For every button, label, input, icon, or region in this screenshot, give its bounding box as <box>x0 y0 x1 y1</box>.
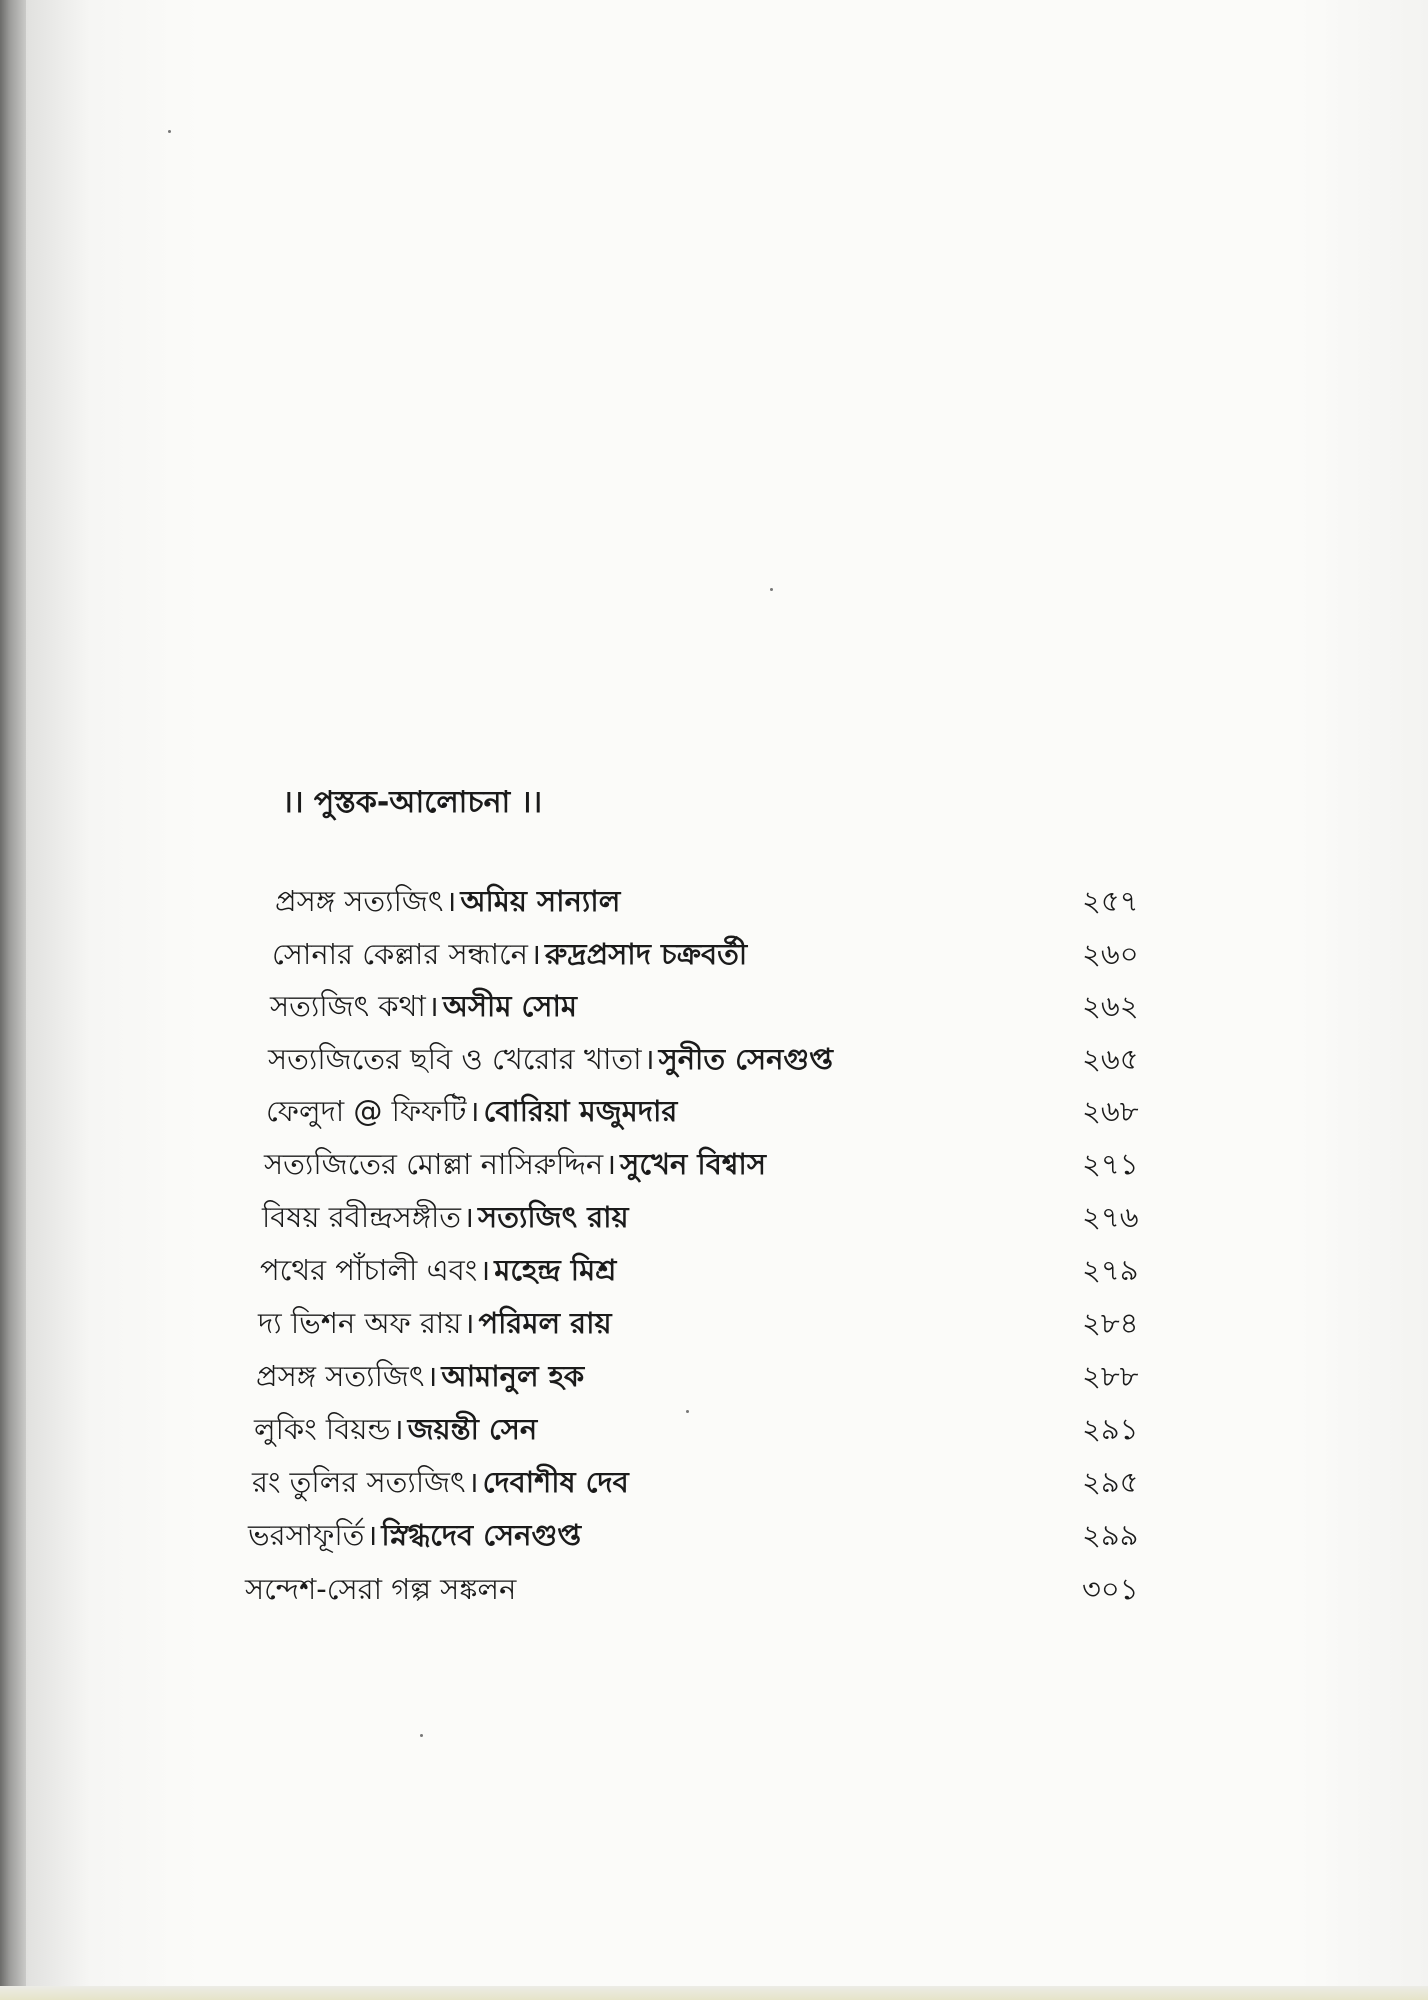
toc-entry <box>0 931 1428 977</box>
entry-page-number: ২৭৬ <box>1082 1200 1139 1234</box>
entry-page-number: ২৯১ <box>1082 1412 1139 1446</box>
entry-title: ফেলুদা @ ফিফটি <box>266 1094 467 1128</box>
entry-title: সত্যজিৎ কথা <box>270 989 426 1023</box>
toc-entry <box>0 1566 1428 1612</box>
entry-title: সোনার কেল্লার সন্ধানে <box>272 937 528 971</box>
separator: । <box>479 1253 491 1287</box>
entry-author: বোরিয়া মজুমদার <box>483 1094 678 1128</box>
entry-page-number: ২৯৯ <box>1082 1518 1139 1552</box>
entry-author: জয়ন্তী সেন <box>407 1412 538 1446</box>
toc-entry-text <box>264 1141 766 1187</box>
separator: । <box>445 884 457 918</box>
toc-entry-text <box>266 1088 677 1134</box>
entry-page-number: ২৮৮ <box>1082 1359 1139 1393</box>
toc-entry-text <box>252 1459 629 1505</box>
entry-page-number: ২৬২ <box>1082 989 1139 1023</box>
entry-title: সত্যজিতের ছবি ও খেরোর খাতা <box>268 1042 642 1076</box>
toc-entry-text <box>260 1247 616 1293</box>
separator: । <box>467 1465 479 1499</box>
entry-title: রং তুলির সত্যজিৎ <box>252 1465 466 1499</box>
toc-entry-text <box>272 931 747 977</box>
separator: । <box>426 1359 438 1393</box>
entry-page-number: ২৬৮ <box>1082 1094 1139 1128</box>
separator: । <box>392 1412 404 1446</box>
toc-entry-text <box>270 983 577 1029</box>
separator: । <box>529 937 541 971</box>
entry-page-number: ৩০১ <box>1082 1572 1139 1606</box>
entry-author: স্নিগ্ধদেব সেনগুপ্ত <box>381 1518 582 1552</box>
toc-entry <box>0 1036 1428 1082</box>
page-bottom-edge <box>0 1986 1428 2000</box>
toc-entry <box>0 1194 1428 1240</box>
toc-entry <box>0 1353 1428 1399</box>
separator: । <box>427 989 439 1023</box>
entry-page-number: ২৫৭ <box>1082 884 1139 918</box>
toc-entry <box>0 1088 1428 1134</box>
entry-page-number: ২৭১ <box>1082 1147 1139 1181</box>
toc-entry <box>0 1459 1428 1505</box>
separator: । <box>463 1306 475 1340</box>
separator: । <box>366 1518 378 1552</box>
entry-author: অমিয় সান্যাল <box>460 884 621 918</box>
entry-title: সত্যজিতের মোল্লা নাসিরুদ্দিন <box>264 1147 604 1181</box>
entry-author: পরিমল রায় <box>478 1306 612 1340</box>
toc-entry-text <box>258 1300 612 1346</box>
entry-author: অসীম সোম <box>442 989 577 1023</box>
entry-author: সুনীত সেনগুপ্ত <box>658 1042 833 1076</box>
toc-entry <box>0 1300 1428 1346</box>
entry-page-number: ২৯৫ <box>1082 1465 1139 1499</box>
toc-entry <box>0 1141 1428 1187</box>
entry-title: দ্য ভিশন অফ রায় <box>258 1306 462 1340</box>
entry-page-number: ২৭৯ <box>1082 1253 1139 1287</box>
entry-title: প্রসঙ্গ সত্যজিৎ <box>256 1359 425 1393</box>
entry-author: দেবাশীষ দেব <box>482 1465 629 1499</box>
entry-author: সুখেন বিশ্বাস <box>620 1147 766 1181</box>
toc-entry <box>0 1512 1428 1558</box>
entry-author: মহেন্দ্র মিশ্র <box>494 1253 617 1287</box>
toc-entry-text <box>254 1406 537 1452</box>
toc-entry <box>0 983 1428 1029</box>
toc-entry-text <box>262 1194 629 1240</box>
entry-title: বিষয় রবীন্দ্রসঙ্গীত <box>262 1200 462 1234</box>
separator: । <box>643 1042 655 1076</box>
toc-entry <box>0 1247 1428 1293</box>
section-heading: ।। পুস্তক-আলোচনা ।। <box>282 785 543 820</box>
entry-author: আমানুল হক <box>441 1359 585 1393</box>
entry-title: পথের পাঁচালী এবং <box>260 1253 478 1287</box>
separator: । <box>468 1094 480 1128</box>
toc-entry <box>0 878 1428 924</box>
entry-page-number: ২৮৪ <box>1082 1306 1139 1340</box>
entry-title: সন্দেশ-সেরা গল্প সঙ্কলন <box>245 1572 517 1606</box>
separator: । <box>605 1147 617 1181</box>
toc-entry-text <box>248 1512 581 1558</box>
entry-page-number: ২৬০ <box>1082 937 1139 971</box>
entry-title: লুকিং বিয়ন্ড <box>254 1412 391 1446</box>
entry-page-number: ২৬৫ <box>1082 1042 1139 1076</box>
entry-author: সত্যজিৎ রায় <box>478 1200 629 1234</box>
entry-author: রুদ্রপ্রসাদ চক্রবর্তী <box>544 937 748 971</box>
toc-entry-text <box>275 878 620 924</box>
toc-entry-text <box>245 1566 516 1612</box>
entry-title: ভরসাফূর্তি <box>248 1518 365 1552</box>
toc-entry <box>0 1406 1428 1452</box>
toc-entry-text <box>256 1353 584 1399</box>
entry-title: প্রসঙ্গ সত্যজিৎ <box>275 884 444 918</box>
toc-entry-text <box>268 1036 833 1082</box>
separator: । <box>463 1200 475 1234</box>
